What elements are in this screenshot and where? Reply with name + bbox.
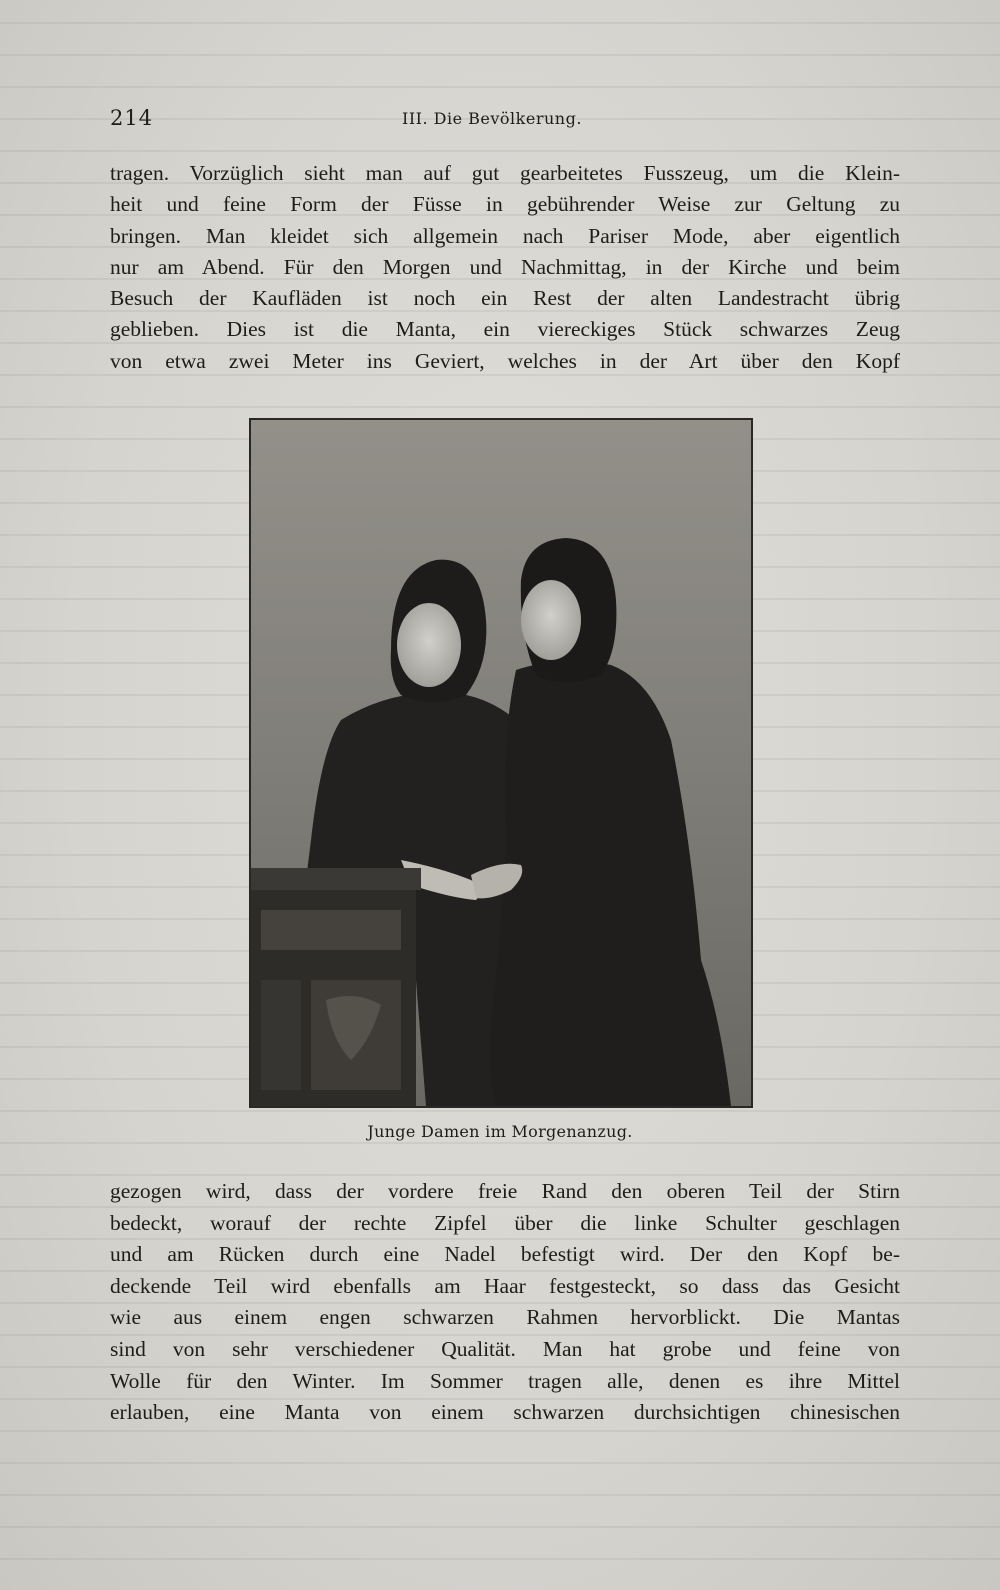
running-head: III. Die Bevölkerung. [402, 109, 582, 128]
text-line: geblieben. Dies ist die Manta, ein viereckiges Stück schwarzes Zeug [110, 317, 900, 342]
text-line: gezogen wird, dass der vordere freie Rand den oberen Teil der Stirn [110, 1179, 900, 1203]
text-line: Besuch der Kaufläden ist noch ein Rest der alten Landestracht übrig [110, 286, 900, 311]
photograph-illustration [251, 420, 751, 1106]
text-line: und am Rücken durch eine Nadel befestigt wird. Der den Kopf be- [110, 1242, 900, 1267]
text-line: tragen. Vorzüglich sieht man auf gut gearbeitetes Fusszeug, um die Klein- [110, 161, 900, 185]
figure-caption: Junge Damen im Morgenanzug. [367, 1122, 633, 1141]
text-line: sind von sehr verschiedener Qualität. Man hat grobe und feine von [110, 1336, 900, 1361]
text-line: heit und feine Form der Füsse in gebührender Weise zur Geltung zu [110, 192, 900, 217]
paragraph-top [110, 158, 900, 377]
page-header [110, 106, 900, 136]
text-line: bedeckt, worauf der rechte Zipfel über die linke Schulter geschlagen [110, 1210, 900, 1235]
text-line: nur am Abend. Für den Morgen und Nachmittag, in der Kirche und beim [110, 254, 900, 279]
photograph [249, 418, 753, 1108]
text-line: von etwa zwei Meter ins Geviert, welches in der Art über den Kopf [110, 348, 900, 373]
text-line: wie aus einem engen schwarzen Rahmen hervorblickt. Die Mantas [110, 1305, 900, 1330]
text-line: Wolle für den Winter. Im Sommer tragen alle, denen es ihre Mittel [110, 1368, 900, 1393]
text-line: erlauben, eine Manta von einem schwarzen durchsichtigen chinesischen [110, 1400, 900, 1425]
paragraph-bottom [110, 1176, 900, 1429]
page-number: 214 [110, 106, 154, 130]
text-line: bringen. Man kleidet sich allgemein nach Pariser Mode, aber eigentlich [110, 223, 900, 248]
text-line: deckende Teil wird ebenfalls am Haar festgesteckt, so dass das Gesicht [110, 1273, 900, 1298]
